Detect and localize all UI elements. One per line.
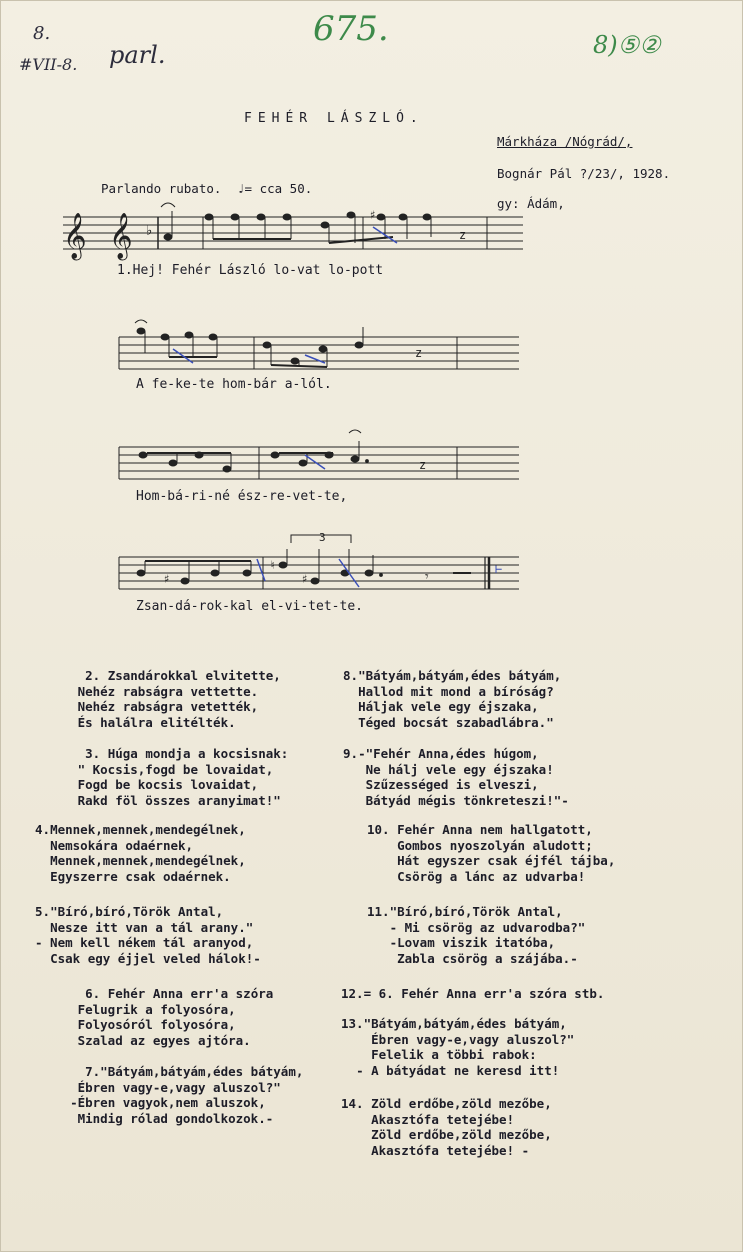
archive-mark-top: 8. [33,23,51,44]
svg-text:♮: ♮ [269,558,277,572]
collector-date: Bognár Pál ?/23/, 1928. [497,166,671,181]
staff-line-2 [119,323,519,383]
stanza-number: 8. [343,668,359,684]
svg-text:𝄾: 𝄾 [425,569,429,585]
svg-text:𝄞: 𝄞 [109,213,133,259]
stanza-line: -Lovam viszik itatóba, [389,935,556,951]
lyric-line-1: 1.Hej! Fehér László lo-vat lo-pott [117,263,384,278]
stanza-7 [55,1049,303,1126]
stanza-line: Fehér Anna err'a szóra [107,986,274,1002]
stanza-line: Zöld erdőbe,zöld mezőbe, [371,1096,552,1112]
stanza-line: Bátyád mégis tönkreteszi!"- [365,792,569,808]
stanza-line: Nehéz rabságra vettette. [77,683,259,699]
stanza-number: 10. [367,822,390,838]
svg-text:♯: ♯ [369,208,377,222]
stanza-number: 2. [85,668,101,684]
stanza-line: Folyosóról folyosóra, [77,1017,236,1033]
stanza-line: Húga mondja a kocsisnak: [107,746,289,762]
stanza-line: Akasztófa tetejébe! - [371,1142,530,1158]
staff-line-1 [63,197,523,267]
svg-text:⊢: ⊢ [495,562,503,576]
triplet-number: 3 [319,531,326,544]
stanza-line: Fogd be kocsis lovaidat, [77,777,259,793]
stanza-line: -Ébren vagyok,nem aluszok, [70,1095,266,1111]
svg-text:z: z [415,346,423,360]
stanza-line: Gombos nyoszolyán aludott; [397,837,593,853]
stanza-number: 6. [85,986,101,1002]
stanza-8 [343,653,561,730]
stanza-line: És halálra elitélték. [77,714,236,730]
stanza-10 [367,807,615,884]
stanza-line: Csak egy éjjel veled hálok!- [50,950,261,966]
stanza-line: "Bátyám,bátyám,édes bátyám, [100,1064,304,1080]
stanza-number: 4. [35,822,51,838]
stanza-line: Szalad az egyes ajtóra. [77,1032,251,1048]
lyric-line-4: Zsan-dá-rok-kal el-vi-tet-te. [136,599,363,614]
stanza-11 [367,889,585,966]
song-title: FEHÉR LÁSZLÓ. [244,111,424,126]
stanza-line: "Bíró,bíró,Török Antal, [50,904,224,920]
stanza-line: Nehéz rabságra vetették, [77,699,259,715]
archive-note: parl. [109,41,166,69]
svg-text:♯: ♯ [163,572,171,586]
stanza-4 [35,807,246,884]
svg-text:𝄞: 𝄞 [63,213,87,259]
stanza-3 [55,731,288,808]
stanza-6 [55,971,273,1048]
stanza-line: "Bátyám,bátyám,édes bátyám, [363,1016,567,1032]
stanza-2 [55,653,281,730]
stanza-14 [341,1081,552,1158]
tempo-marking: Parlando rubato. [101,181,222,196]
stanza-line: Felugrik a folyosóra, [77,1001,236,1017]
lyric-line-3: Hom-bá-ri-né ész-re-vet-te, [136,489,348,504]
singer-name: gy: Ádám, [497,196,565,211]
metronome-marking: ♩= cca 50. [237,181,313,196]
stanza-line: Felelik a többi rabok: [371,1047,537,1063]
stanza-line: -"Fehér Anna,édes húgom, [358,746,539,762]
stanza-line: = 6. Fehér Anna err'a szóra stb. [363,986,605,1002]
stanza-line: Szűzességed is elveszi, [365,777,539,793]
staff-line-3 [119,433,519,493]
stanza-number: 7. [85,1064,101,1080]
stanza-line: Mennek,mennek,mendegélnek, [50,853,246,869]
stanza-number: 5. [35,904,51,920]
lyric-line-2: A fe-ke-te hom-bár a-lól. [136,377,332,392]
stanza-line: Mennek,mennek,mendegélnek, [50,822,246,838]
stanza-line: Hallod mit mond a bíróság? [358,683,554,699]
staff-line-4 [119,529,519,603]
stanza-line: Akasztófa tetejébe! [371,1111,515,1127]
archive-number: 675. [313,9,389,49]
svg-text:z: z [459,228,467,242]
stanza-line: Mindig rólad gondolkozok.- [77,1110,274,1126]
stanza-9 [343,731,569,808]
stanza-number: 3. [85,746,101,762]
stanza-number: 12. [341,986,364,1002]
stanza-line: Zsandárokkal elvitette, [107,668,281,684]
svg-text:♭: ♭ [145,223,154,239]
stanza-line: Fehér Anna nem hallgatott, [397,822,593,838]
archive-mark-bottom: #VII-8. [19,55,78,74]
stanza-line: Ne hálj vele egy éjszaka! [365,761,554,777]
stanza-line: Csörög a lánc az udvarba! [397,868,586,884]
archive-ref-code: 8)⑤② [593,31,661,59]
stanza-line: - Mi csörög az udvarodba?" [389,919,586,935]
stanza-number: 13. [341,1016,364,1032]
stanza-12 [341,971,604,1002]
stanza-line: " Kocsis,fogd be lovaidat, [77,761,274,777]
stanza-line: "Bíró,bíró,Török Antal, [389,904,563,920]
stanza-number: 9. [343,746,359,762]
svg-text:z: z [419,458,427,472]
collection-place: Márkháza /Nógrád/, [497,134,633,149]
svg-text:♯: ♯ [301,572,309,586]
stanza-line: - A bátyádat ne keresd itt! [356,1062,560,1078]
stanza-5 [35,889,261,966]
stanza-line: Rakd föl összes aranyimat!" [77,792,281,808]
stanza-line: Téged bocsát szabadlábra." [358,714,554,730]
stanza-number: 14. [341,1096,364,1112]
staff-lines [119,447,519,479]
stanza-line: Nemsokára odaérnek, [50,837,194,853]
stanza-13 [341,1001,574,1078]
stanza-line: Zöld erdőbe,zöld mezőbe, [371,1127,552,1143]
stanza-line: Hát egyszer csak éjfél tájba, [397,853,616,869]
stanza-line: - Nem kell nékem tál aranyod, [35,935,254,951]
stanza-line: Nesze itt van a tál arany." [50,919,254,935]
stanza-line: Ébren vagy-e,vagy aluszol?" [77,1079,281,1095]
stanza-line: "Bátyám,bátyám,édes bátyám, [358,668,562,684]
stanza-line: Egyszerre csak odaérnek. [50,868,231,884]
stanza-number: 11. [367,904,390,920]
stanza-line: Zabla csörög a szájába.- [397,950,578,966]
stanza-line: Ébren vagy-e,vagy aluszol?" [371,1031,575,1047]
stanza-line: Háljak vele egy éjszaka, [358,699,539,715]
